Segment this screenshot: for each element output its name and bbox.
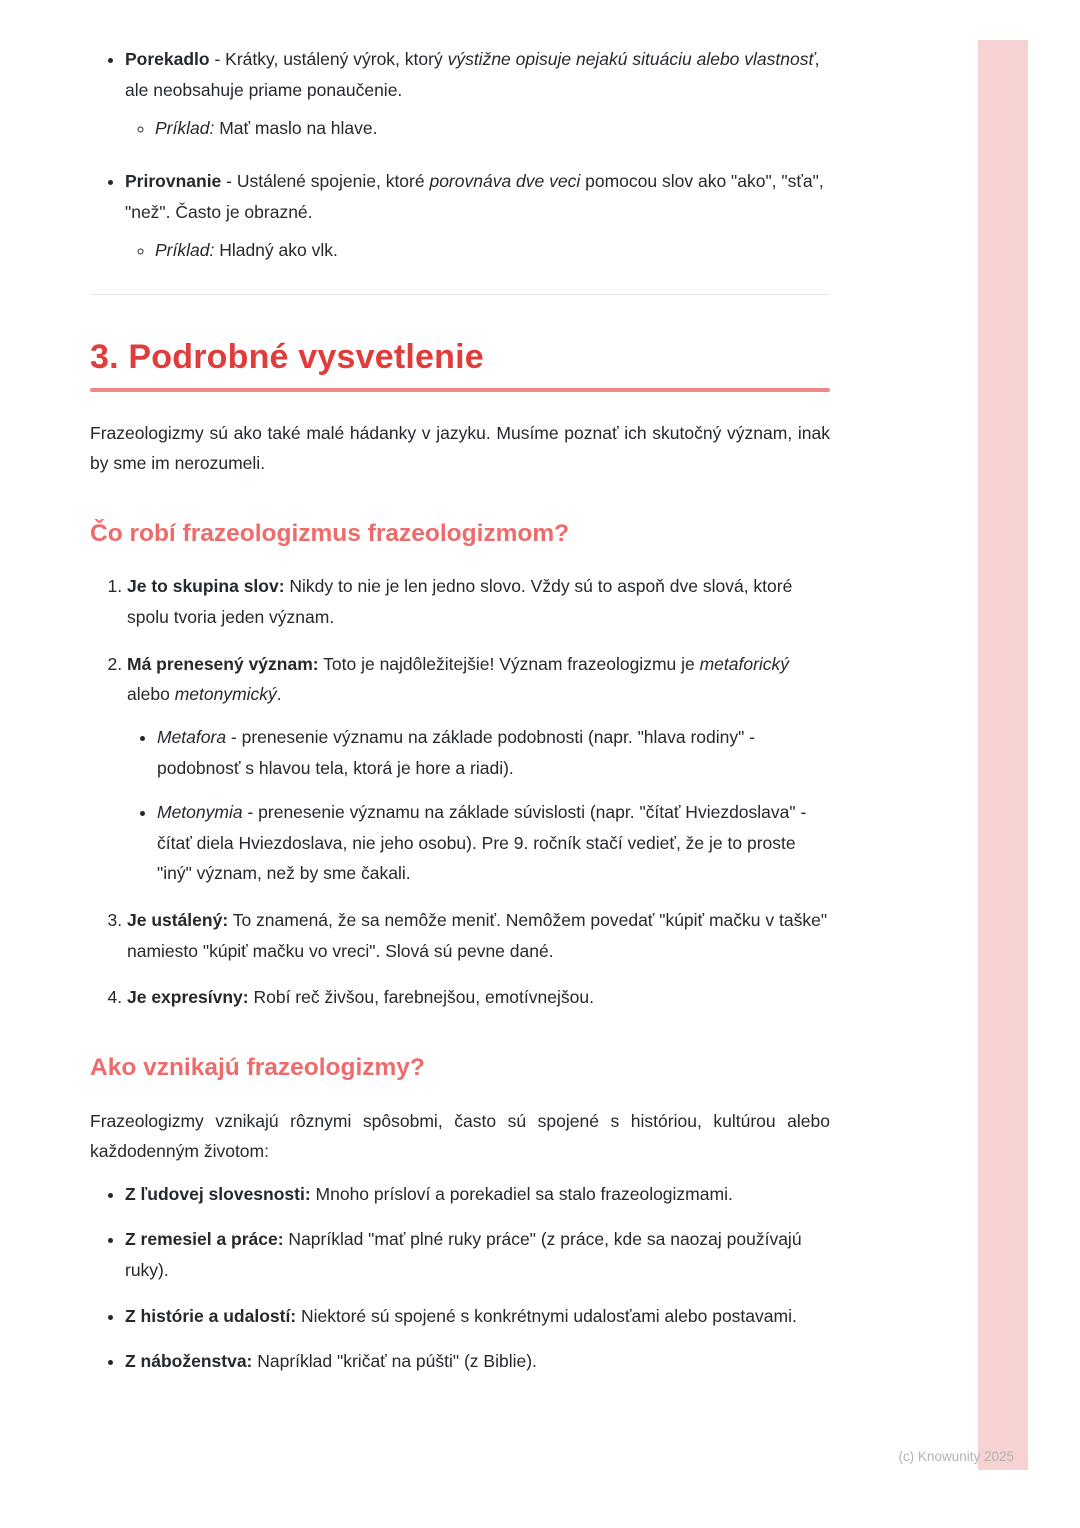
text-segment: Prirovnanie — [125, 170, 222, 191]
text-segment: pomocou slov ako "ako", "sťa", "než". Často je obrazné. — [125, 170, 824, 222]
list-item — [127, 571, 830, 632]
text-segment: . — [276, 684, 282, 705]
text-segment: Niektoré sú spojené s konkrétnymi udalosťami alebo postavami. — [296, 1305, 797, 1326]
text-segment: Príklad: — [155, 240, 215, 261]
text-segment: Napríklad "kričať na púšti" (z Biblie). — [252, 1351, 537, 1372]
origins-intro-paragraph: Frazeologizmy vznikajú rôznymi spôsobmi, často sú spojené s históriou, kultúrou alebo každodenným životom: — [90, 1110, 830, 1162]
origins-list — [90, 1179, 830, 1377]
text-segment: Robí reč živšou, farebnejšou, emotívnejšou. — [248, 987, 594, 1008]
text-segment: Napríklad "mať plné ruky práce" (z práce, kde sa naozaj používajú ruky). — [125, 1229, 802, 1281]
text-segment: Porekadlo — [125, 49, 210, 69]
list-item — [127, 649, 830, 889]
text-segment: Mať maslo na hlave. — [214, 118, 378, 139]
list-item — [127, 905, 830, 966]
watermark: (c) Knowunity 2025 — [898, 1449, 1014, 1464]
text-segment: výstižne opisuje nejakú situáciu alebo vlastnosť — [447, 49, 815, 69]
list-item — [125, 1301, 830, 1332]
list-item — [125, 1224, 830, 1285]
sub-list — [127, 722, 830, 889]
text-segment: Z remesiel a práce: — [125, 1229, 284, 1250]
text-segment: Nikdy to nie je len jedno slovo. Vždy sú to aspoň dve slová, ktoré spolu tvoria jeden význam. — [127, 576, 793, 628]
list-item — [125, 1179, 830, 1210]
subsection-heading-what-makes: Čo robí frazeologizmus frazeologizmom? — [90, 519, 570, 547]
document-content — [90, 44, 830, 1392]
list-item — [125, 44, 830, 144]
text-segment: porovnáva dve veci — [429, 170, 581, 191]
text-segment: Metafora — [157, 726, 227, 747]
text-segment: Je ustálený: — [127, 910, 229, 931]
section-heading: 3. Podrobné vysvetlenie — [90, 337, 484, 376]
text-segment: Z histórie a udalostí: — [125, 1305, 297, 1326]
sub-list — [125, 235, 830, 266]
section-divider — [90, 294, 830, 295]
text-segment: Mnoho prísloví a porekadiel sa stalo frazeologizmami. — [310, 1183, 733, 1204]
text-segment: Hladný ako vlk. — [214, 240, 338, 261]
section-intro-paragraph: Frazeologizmy sú ako také malé hádanky v jazyku. Musíme poznať ich skutočný význam, inak by sme im nerozumeli. — [90, 422, 830, 474]
text-segment: Je to skupina slov: — [127, 576, 285, 597]
text-segment: - Ustálené spojenie, ktoré — [221, 170, 430, 191]
list-item — [125, 1346, 830, 1377]
subsection-heading-how-originate: Ako vznikajú frazeologizmy? — [90, 1053, 425, 1081]
text-segment: Z ľudovej slovesnosti: — [125, 1183, 311, 1204]
text-segment: - Krátky, ustálený výrok, ktorý — [209, 49, 448, 69]
text-segment: Toto je najdôležitejšie! Význam frazeologizmu je — [318, 653, 700, 674]
sub-list-item — [157, 722, 830, 783]
sub-list-item — [155, 235, 830, 266]
list-item — [125, 166, 830, 266]
text-segment: - prenesenie významu na základe súvislosti (napr. "čítať Hviezdoslava" - čítať diela Hviezdoslava, nie jeho osobu). Pre 9. ročník stačí vedieť, že je to proste "iný" význam, než by sme čakali. — [157, 802, 807, 884]
sub-list-item — [157, 797, 830, 889]
text-segment: Z náboženstva: — [125, 1351, 253, 1372]
section-heading-underline — [90, 388, 830, 392]
text-segment: Má prenesený význam: — [127, 653, 319, 674]
text-segment: metonymický — [174, 684, 277, 705]
text-segment: metaforický — [699, 653, 790, 674]
text-segment: Príklad: — [155, 118, 215, 139]
right-accent-stripe — [978, 40, 1028, 1470]
sub-list — [125, 113, 830, 144]
text-segment: Metonymia — [157, 802, 243, 823]
text-segment: Je expresívny: — [127, 987, 249, 1008]
text-segment: - prenesenie významu na základe podobnosti (napr. "hlava rodiny" - podobnosť s hlavou tela, ktorá je hore a riadi). — [157, 726, 756, 778]
list-item — [127, 982, 830, 1013]
text-segment: , ale neobsahuje priame ponaučenie. — [125, 49, 820, 100]
text-segment: To znamená, že sa nemôže meniť. Nemôžem povedať "kúpiť mačku v taške" namiesto "kúpiť mačku vo vreci". Slová sú pevne dané. — [127, 910, 828, 961]
text-segment: alebo — [127, 684, 175, 705]
definitions-list — [90, 44, 830, 266]
sub-list-item — [155, 113, 830, 144]
criteria-numbered-list — [90, 571, 830, 1013]
